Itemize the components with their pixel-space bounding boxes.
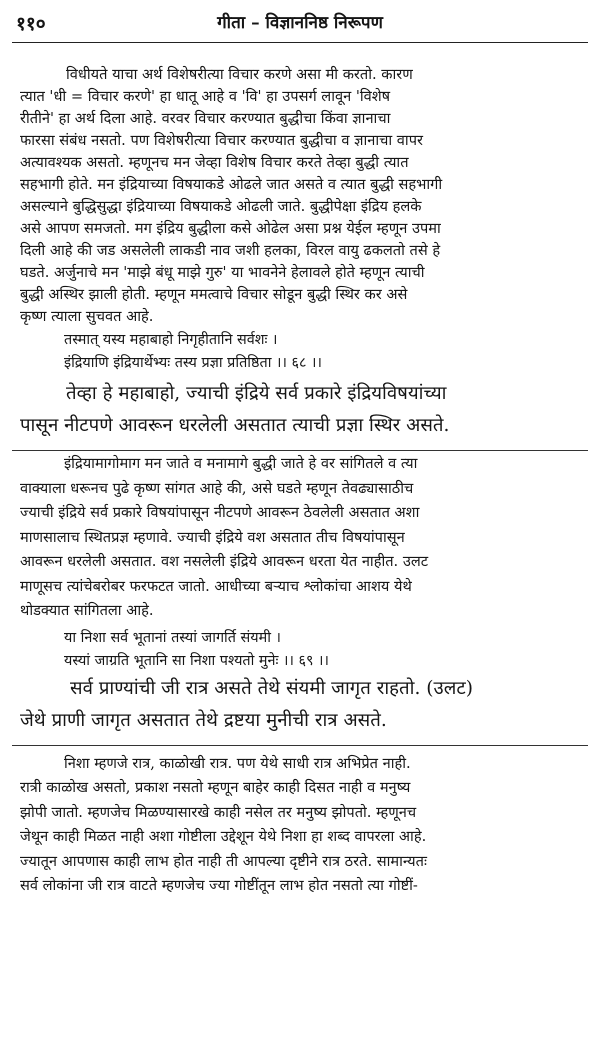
text-line: असे आपण समजतो. मग इंद्रिय बुद्धीला कसे ओढेल असा प्रश्न येईल म्हणून उपमा [20, 220, 441, 237]
translation-line: तेव्हा हे महाबाहो, ज्याची इंद्रिये सर्व प्रकारे इंद्रियविषयांच्या [66, 383, 447, 404]
translation-68 [20, 378, 584, 442]
commentary-paragraph-2 [20, 452, 584, 624]
text-line: सहभागी होते. मन इंद्रियाच्या विषयाकडे ओढले जात असते व त्यात बुद्धी सहभागी [20, 176, 443, 193]
text-line: वाक्याला धरूनच पुढे कृष्ण सांगत आहे की, असे घडते म्हणून तेवढ्यासाठीच [20, 479, 414, 497]
text-line: अत्यावश्यक असतो. म्हणूनच मन जेव्हा विशेष विचार करते तेव्हा बुद्धी त्यात [20, 154, 409, 171]
text-line: सर्व लोकांना जी रात्र वाटते म्हणजेच ज्या गोष्टींतून लाभ होत नसतो त्या गोष्टीं- [20, 876, 418, 894]
header-rule [12, 42, 588, 43]
verse-line: इंद्रियाणि इंद्रियार्थेभ्यः तस्य प्रज्ञा प्रतिष्ठिता ।। ६८ ।। [64, 355, 322, 371]
text-line: ज्याची इंद्रिये सर्व प्रकारे विषयांपासून नीटपणे आवरून ठेवलेली असतात अशा [20, 504, 420, 521]
sanskrit-verse-68 [64, 329, 584, 375]
text-line: फारसा संबंध नसतो. पण विशेषरीत्या विचार करण्यात बुद्धीचा व ज्ञानाचा वापर [20, 132, 423, 149]
text-line: जेथून काही मिळत नाही अशा गोष्टीला उद्देशून येथे निशा हा शब्द वापरला आहे. [20, 828, 427, 846]
text-line: आवरून धरलेली असतात. वश नसलेली इंद्रिये आवरून धरता येत नाहीत. उलट [20, 553, 429, 570]
text-line: झोपी जातो. म्हणजेच मिळण्यासारखे काही नसेल तर मनुष्य झोपतो. म्हणूनच [20, 803, 417, 821]
section-divider [12, 450, 588, 451]
text-line: रात्री काळोख असतो, प्रकाश नसतो म्हणून बाहेर काही दिसत नाही व मनुष्य [20, 779, 411, 797]
translation-line: सर्व प्राण्यांची जी रात्र असते तेथे संयमी जागृत राहतो. (उलट) [70, 678, 473, 699]
text-line: विधीयते याचा अर्थ विशेषरीत्या विचार करणे असा मी करतो. कारण [66, 66, 413, 83]
text-line: त्यात 'धी = विचार करणे' हा धातू आहे व 'वि' हा उपसर्ग लावून 'विशेष [20, 88, 391, 105]
text-line: दिली आहे की जड असलेली लाकडी नाव जशी हलका, विरल वायु ढकलतो तसे हे [20, 242, 441, 259]
translation-line: जेथे प्राणी जागृत असतात तेथे द्रष्टया मुनीची रात्र असते. [20, 710, 387, 731]
translation-line: पासून नीटपणे आवरून धरलेली असतात त्याची प्रज्ञा स्थिर असते. [20, 415, 450, 436]
page-number: ११० [16, 13, 46, 35]
sanskrit-verse-69 [64, 627, 584, 673]
running-title: गीता – विज्ञाननिष्ठ निरूपण [217, 13, 383, 33]
text-line: इंद्रियामागोमाग मन जाते व मनामागे बुद्धी जाते हे वर सांगितले व त्या [64, 455, 418, 472]
text-line: ज्यातून आपणास काही लाभ होत नाही ती आपल्या दृष्टीने रात्र ठरते. सामान्यतः [20, 852, 427, 870]
text-line: असल्याने बुद्धिसुद्धा इंद्रियाच्या विषयाकडे ओढली जाते. बुद्धीपेक्षा इंद्रिय हलके [20, 198, 422, 215]
section-divider [12, 745, 588, 746]
translation-69 [20, 673, 584, 737]
text-line: माणसालाच स्थितप्रज्ञ म्हणावे. ज्याची इंद्रिये वश असतात तीच विषयांपासून [20, 528, 405, 546]
text-line: घडते. अर्जुनाचे मन 'माझे बंधू माझे गुरु' या भावनेने हेलावले होते म्हणून त्याची [20, 264, 425, 281]
text-line: माणूसच त्यांचेबरोबर फरफटत जातो. आधीच्या बऱ्याच श्लोकांचा आशय येथे [20, 577, 412, 595]
text-line: बुद्धी अस्थिर झाली होती. म्हणून ममत्वाचे विचार सोडून बुद्धी स्थिर कर असे [20, 286, 408, 303]
text-line: निशा म्हणजे रात्र, काळोखी रात्र. पण येथे साधी रात्र अभिप्रेत नाही. [64, 755, 411, 772]
text-line: थोडक्यात सांगितला आहे. [20, 602, 154, 619]
page-header [14, 6, 586, 40]
text-line: कृष्ण त्याला सुचवत आहे. [20, 308, 154, 325]
verse-line: या निशा सर्व भूतानां तस्यां जागर्ति संयमी । [64, 630, 281, 646]
text-line: रीतीने' हा अर्थ दिला आहे. वरवर विचार करण्यात बुद्धीचा किंवा ज्ञानाचा [20, 110, 391, 127]
commentary-paragraph-1 [20, 64, 584, 328]
verse-line: यस्यां जाग्रति भूतानि सा निशा पश्यतो मुनेः ।। ६९ ।। [64, 653, 329, 669]
verse-line: तस्मात् यस्य महाबाहो निगृहीतानि सर्वशः । [64, 332, 278, 348]
commentary-paragraph-3 [20, 752, 584, 898]
